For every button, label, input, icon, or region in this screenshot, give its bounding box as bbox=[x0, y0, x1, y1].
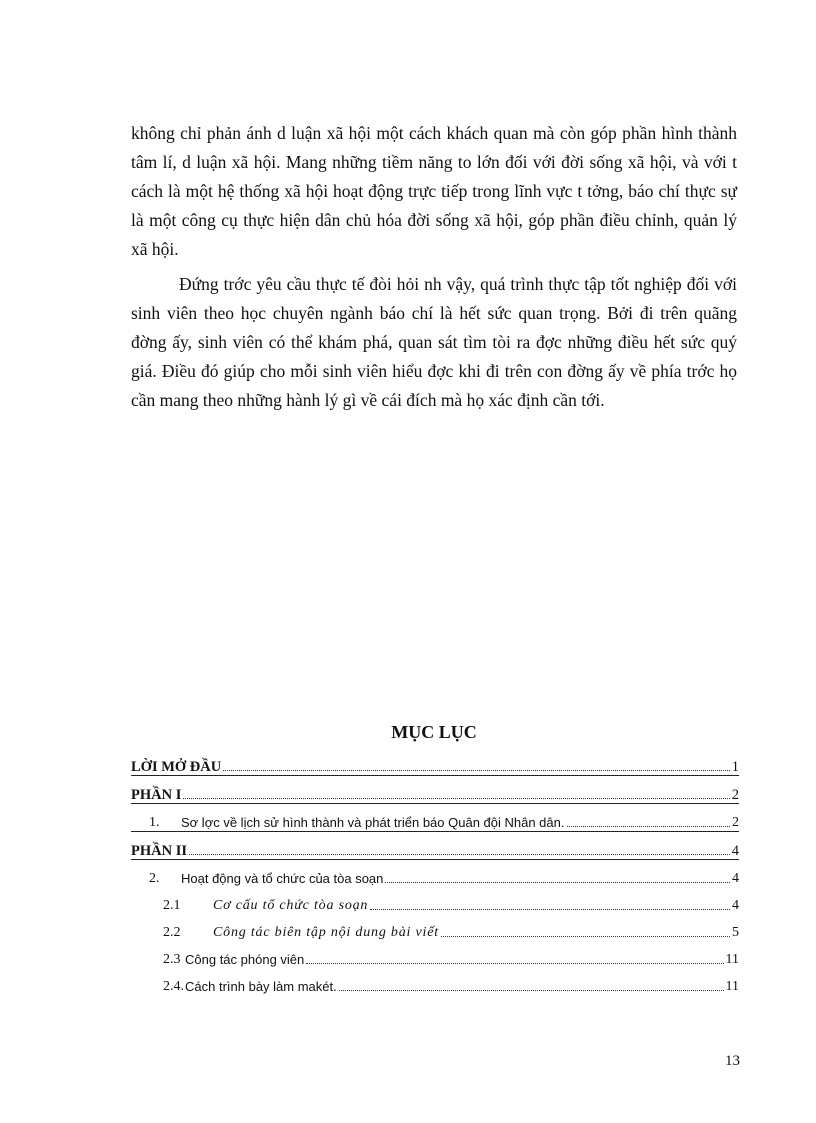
toc-entry[interactable] bbox=[131, 860, 739, 887]
toc-entry[interactable] bbox=[131, 832, 739, 860]
toc-entry[interactable] bbox=[131, 914, 739, 941]
toc-entry-page: 2 bbox=[732, 815, 739, 830]
toc-leader bbox=[183, 797, 729, 799]
toc-entry-number: 2. bbox=[149, 871, 160, 886]
toc-entry-number: 2.2 bbox=[163, 925, 181, 940]
toc-title: MỤC LỤC bbox=[391, 722, 477, 742]
toc-entry-page: 4 bbox=[732, 871, 739, 886]
toc-entry[interactable] bbox=[131, 968, 739, 995]
toc-leader bbox=[189, 853, 730, 855]
toc-leader bbox=[385, 881, 730, 883]
toc-leader bbox=[339, 989, 724, 991]
toc-entry-page: 5 bbox=[732, 925, 739, 940]
page-number: 13 bbox=[725, 1053, 740, 1069]
toc-entry-label: Hoạt động và tổ chức của tòa soạn bbox=[181, 871, 384, 886]
toc-leader bbox=[306, 962, 723, 964]
table-of-contents bbox=[131, 748, 739, 995]
toc-entry-page: 4 bbox=[732, 898, 739, 913]
body-paragraph: Đứng trớc yêu cầu thực tế đòi hỏi nh vậy, quá trình thực tập tốt nghiệp đối với sinh viên theo học chuyên ngành báo chí là hết sức quan trọng. Bởi đi trên quãng đờng ấy, sinh viên có thể khám phá, quan sát tìm tòi ra đợc những điều hết sức quý giá. Điều đó giúp cho mỗi sinh viên hiểu đợc khi đi trên con đờng ấy về phía trớc họ cần mang theo những hành lý gì về cái đích mà họ xác định cần tới. bbox=[131, 274, 737, 410]
toc-entry-label: Công tác biên tập nội dung bài viết bbox=[213, 925, 439, 940]
toc-entry-page: 11 bbox=[725, 952, 739, 967]
toc-leader bbox=[370, 908, 730, 910]
toc-entry-page: 11 bbox=[725, 979, 739, 994]
toc-leader bbox=[223, 769, 730, 771]
toc-entry-page: 2 bbox=[731, 787, 739, 803]
toc-entry-label: LỜI MỞ ĐẦU bbox=[131, 759, 222, 775]
toc-entry[interactable] bbox=[131, 941, 739, 968]
body-text bbox=[131, 119, 737, 421]
toc-entry-label: PHẦN I bbox=[131, 787, 182, 803]
toc-entry-label: Cơ cấu tổ chức tòa soạn bbox=[213, 898, 369, 913]
toc-entry[interactable] bbox=[131, 776, 739, 804]
body-paragraph: không chỉ phản ánh d luận xã hội một cách khách quan mà còn góp phần hình thành tâm lí, d luận xã hội. Mang những tiềm năng to lớn đối với đời sống xã hội, và với t cách là một hệ thống xã hội hoạt động trực tiếp trong lĩnh vực t tởng, báo chí thực sự là một công cụ thực hiện dân chủ hóa đời sống xã hội, góp phần điều chỉnh, quản lý xã hội. bbox=[131, 123, 737, 259]
toc-entry[interactable] bbox=[131, 748, 739, 776]
toc-entry-label: Cách trình bày làm makét. bbox=[185, 979, 337, 994]
toc-leader bbox=[441, 935, 730, 937]
toc-entry-number: 2.3 bbox=[163, 952, 181, 967]
toc-entry-label: Công tác phóng viên bbox=[185, 952, 305, 967]
toc-entry-label: PHẦN II bbox=[131, 843, 187, 859]
toc-entry-number: 1. bbox=[149, 815, 160, 830]
toc-leader bbox=[567, 825, 731, 827]
toc-entry[interactable] bbox=[131, 887, 739, 914]
toc-entry-label: Sơ lợc về lịch sử hình thành và phát triển báo Quân đội Nhân dân. bbox=[181, 815, 565, 830]
toc-entry-page: 1 bbox=[731, 759, 739, 775]
toc-entry-number: 2.1 bbox=[163, 898, 181, 913]
toc-entry-number: 2.4. bbox=[163, 979, 184, 994]
toc-entry[interactable] bbox=[131, 804, 739, 832]
toc-entry-page: 4 bbox=[731, 843, 739, 859]
